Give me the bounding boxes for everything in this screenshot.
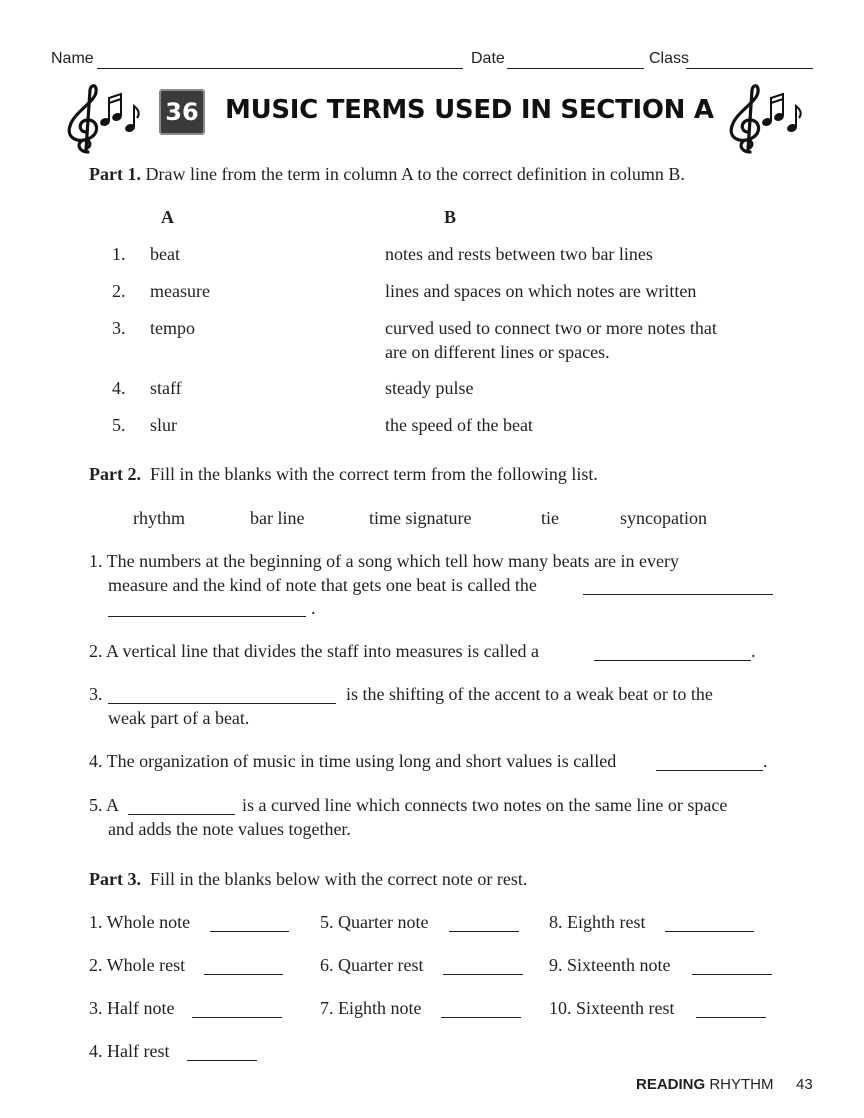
question-5-number: 5. A [89,795,120,815]
answer-blank[interactable] [108,616,306,617]
term[interactable]: beat [150,244,180,264]
word-bank-item: rhythm [133,508,185,528]
answer-blank[interactable] [665,931,754,932]
date-field[interactable] [507,68,644,69]
question-4-text: 4. The organization of music in time using long and short values is called [89,751,617,771]
lesson-number-badge: 36 [159,89,205,135]
term-number: 2. [112,281,126,301]
term[interactable]: slur [150,415,177,435]
treble-clef-notes-icon [60,82,142,156]
note-item: 3. Half note [89,998,175,1018]
word-bank-item: time signature [369,508,472,528]
word-bank-item: syncopation [620,508,707,528]
date-label: Date [471,50,505,67]
term-number: 5. [112,415,126,435]
definition[interactable]: lines and spaces on which notes are written [385,281,697,301]
term[interactable]: measure [150,281,210,301]
question-5-text-2: and adds the note values together. [108,819,351,839]
definition[interactable]: the speed of the beat [385,415,533,435]
question-3-text-2: weak part of a beat. [108,708,250,728]
term[interactable]: staff [150,378,182,398]
answer-blank[interactable] [696,1017,766,1018]
answer-blank[interactable] [583,594,773,595]
period: . [311,598,316,618]
term-number: 1. [112,244,126,264]
part1-heading: Part 1. Draw line from the term in column A to the correct definition in column B. [89,164,685,184]
question-3-number: 3. [89,684,103,704]
term-number: 3. [112,318,126,338]
answer-blank[interactable] [449,931,519,932]
period: . [751,641,756,661]
answer-blank[interactable] [210,931,289,932]
word-bank-item: tie [541,508,559,528]
answer-blank[interactable] [192,1017,282,1018]
answer-blank[interactable] [441,1017,521,1018]
note-item: 7. Eighth note [320,998,422,1018]
treble-clef-notes-icon [722,82,804,156]
answer-blank[interactable] [692,974,772,975]
note-item: 9. Sixteenth note [549,955,671,975]
question-3-text: is the shifting of the accent to a weak beat or to the [346,684,713,704]
class-field[interactable] [686,68,813,69]
question-1-text: 1. The numbers at the beginning of a song which tell how many beats are in every [89,551,680,571]
definition[interactable]: curved used to connect two or more notes that [385,318,717,338]
answer-blank[interactable] [656,770,763,771]
column-b-header: B [444,207,457,227]
question-2-text: 2. A vertical line that divides the staff into measures is called a [89,641,540,661]
page-title: MUSIC TERMS USED IN SECTION A [225,95,714,125]
book-title: READING RHYTHM [636,1076,774,1093]
definition[interactable]: notes and rests between two bar lines [385,244,653,264]
answer-blank[interactable] [187,1060,257,1061]
note-item: 2. Whole rest [89,955,186,975]
class-label: Class [649,50,690,67]
term[interactable]: tempo [150,318,195,338]
note-item: 10. Sixteenth rest [549,998,675,1018]
page-number: 43 [796,1076,813,1093]
note-item: 4. Half rest [89,1041,170,1061]
column-a-header: A [161,207,174,227]
note-item: 8. Eighth rest [549,912,646,932]
part2-heading: Part 2. Fill in the blanks with the correct term from the following list. [89,464,598,484]
word-bank-item: bar line [250,508,305,528]
answer-blank[interactable] [443,974,523,975]
note-item: 5. Quarter note [320,912,429,932]
part3-heading: Part 3. Fill in the blanks below with the correct note or rest. [89,869,528,889]
definition[interactable]: steady pulse [385,378,474,398]
name-label: Name [51,50,94,67]
note-item: 1. Whole note [89,912,191,932]
answer-blank[interactable] [594,660,751,661]
answer-blank[interactable] [204,974,283,975]
question-1-text-2: measure and the kind of note that gets one beat is called the [108,575,537,595]
definition-continued[interactable]: are on different lines or spaces. [385,342,610,362]
question-5-text: is a curved line which connects two notes on the same line or space [242,795,728,815]
answer-blank[interactable] [128,814,235,815]
name-field[interactable] [97,68,463,69]
term-number: 4. [112,378,126,398]
answer-blank[interactable] [108,703,336,704]
period: . [763,751,768,771]
note-item: 6. Quarter rest [320,955,424,975]
